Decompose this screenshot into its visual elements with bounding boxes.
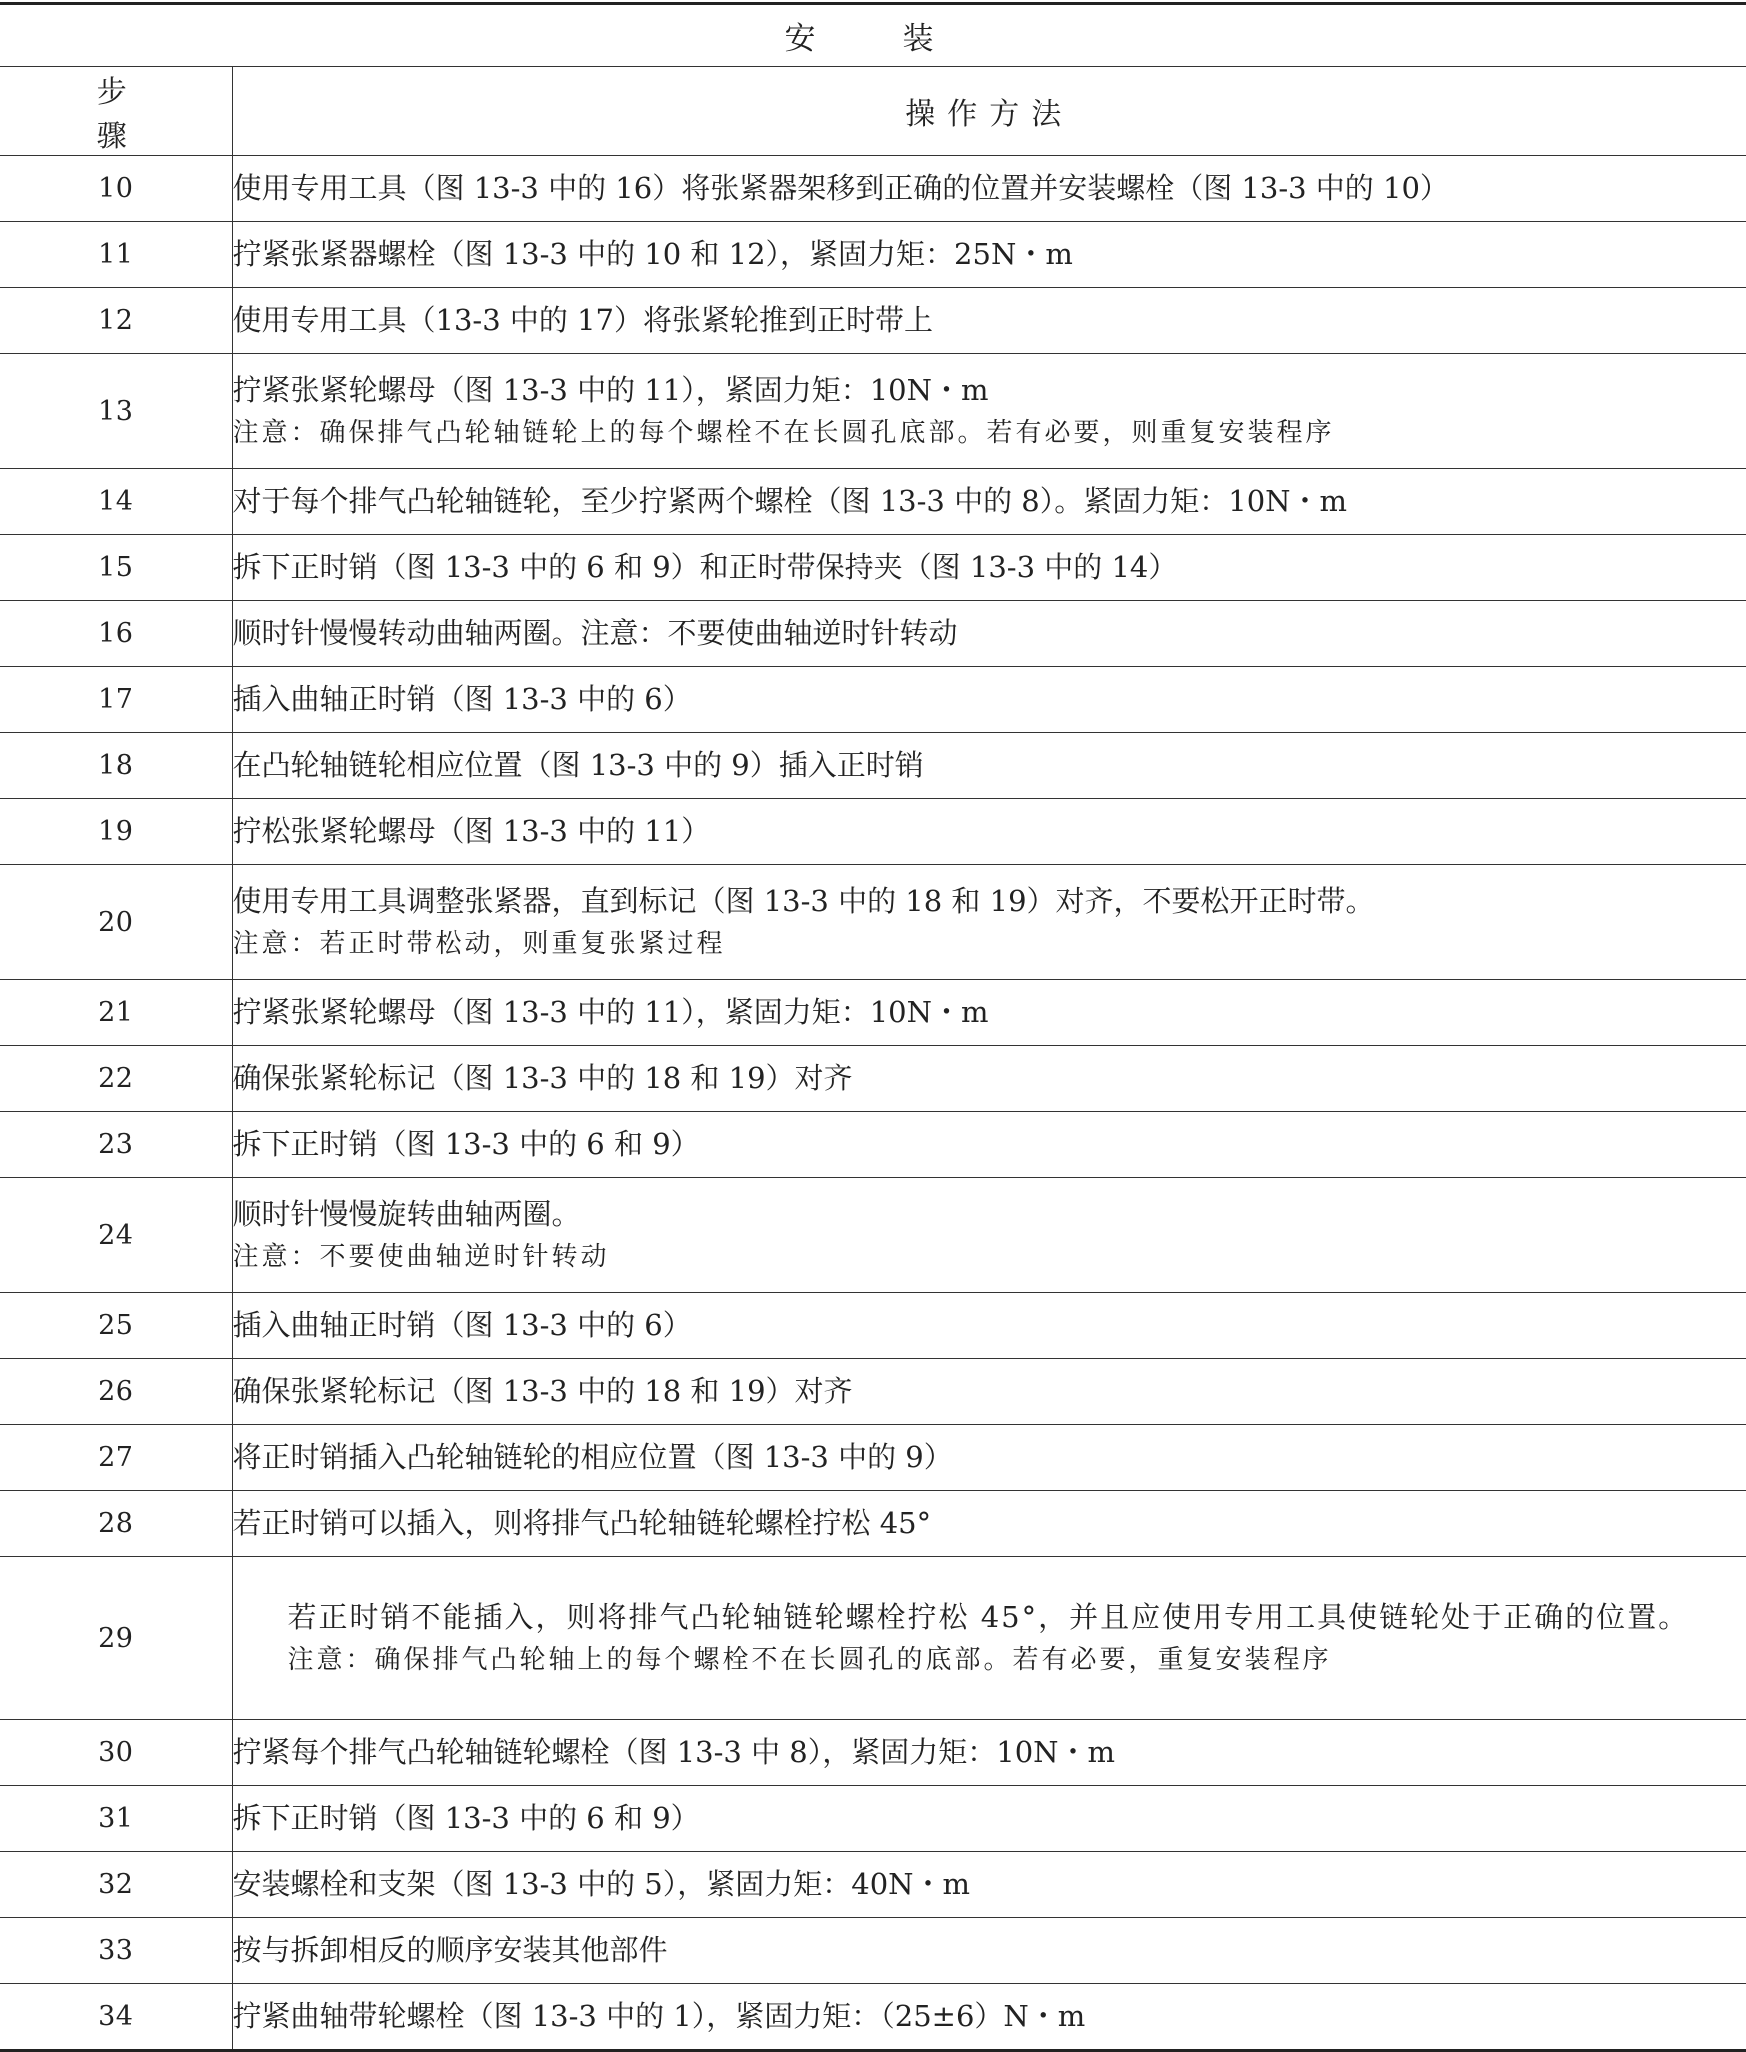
table-row (0, 799, 1746, 865)
table-row (0, 1491, 1746, 1557)
method-text: 插入曲轴正时销（图 13-3 中的 6） (233, 1304, 1746, 1348)
method-text: 安装螺栓和支架（图 13-3 中的 5），紧固力矩：40N・m (233, 1863, 1746, 1907)
method-text: 顺时针慢慢转动曲轴两圈。注意：不要使曲轴逆时针转动 (233, 612, 1746, 656)
table-row (0, 1984, 1746, 2051)
method-text: 顺时针慢慢旋转曲轴两圈。 (233, 1193, 1746, 1237)
step-method (232, 288, 1746, 354)
table-row (0, 1720, 1746, 1786)
step-method (232, 1720, 1746, 1786)
step-number: 11 (0, 222, 232, 288)
step-number: 28 (0, 1491, 232, 1557)
method-text: 确保张紧轮标记（图 13-3 中的 18 和 19）对齐 (233, 1370, 1746, 1414)
step-number: 25 (0, 1293, 232, 1359)
step-method (232, 1984, 1746, 2051)
step-method (232, 222, 1746, 288)
method-note: 注意：确保排气凸轮轴链轮上的每个螺栓不在长圆孔底部。若有必要，则重复安装程序 (233, 413, 1746, 453)
method-text: 使用专用工具（13-3 中的 17）将张紧轮推到正时带上 (233, 299, 1746, 343)
method-text: 拧紧张紧轮螺母（图 13-3 中的 11），紧固力矩：10N・m (233, 991, 1746, 1035)
method-note: 注意：若正时带松动，则重复张紧过程 (233, 924, 1746, 964)
step-number: 17 (0, 667, 232, 733)
table-title: 安 装 (0, 4, 1746, 67)
step-method (232, 667, 1746, 733)
table-row (0, 354, 1746, 469)
step-method (232, 1852, 1746, 1918)
step-number: 18 (0, 733, 232, 799)
step-number: 15 (0, 535, 232, 601)
method-text: 插入曲轴正时销（图 13-3 中的 6） (233, 678, 1746, 722)
step-method (232, 1046, 1746, 1112)
table-row (0, 980, 1746, 1046)
step-number: 10 (0, 156, 232, 222)
step-method (232, 1557, 1746, 1720)
method-text: 若正时销不能插入，则将排气凸轮轴链轮螺栓拧松 45°，并且应使用专用工具使链轮处于正确的位置。 (253, 1595, 1727, 1640)
step-number: 13 (0, 354, 232, 469)
step-method (232, 733, 1746, 799)
title-row (0, 4, 1746, 67)
step-number: 30 (0, 1720, 232, 1786)
header-method: 操作方法 (232, 67, 1746, 156)
table-row (0, 1293, 1746, 1359)
table-row (0, 667, 1746, 733)
step-number: 32 (0, 1852, 232, 1918)
table-row (0, 865, 1746, 980)
table-row (0, 535, 1746, 601)
procedure-table (0, 2, 1746, 2052)
step-number: 20 (0, 865, 232, 980)
step-number: 14 (0, 469, 232, 535)
step-method (232, 1112, 1746, 1178)
step-number: 19 (0, 799, 232, 865)
method-text: 在凸轮轴链轮相应位置（图 13-3 中的 9）插入正时销 (233, 744, 1746, 788)
method-text: 使用专用工具调整张紧器，直到标记（图 13-3 中的 18 和 19）对齐，不要松开正时带。 (233, 880, 1746, 924)
step-method (232, 799, 1746, 865)
method-text: 拧松张紧轮螺母（图 13-3 中的 11） (233, 810, 1746, 854)
step-number: 22 (0, 1046, 232, 1112)
table-row (0, 1425, 1746, 1491)
table-row (0, 1557, 1746, 1720)
method-text: 按与拆卸相反的顺序安装其他部件 (233, 1929, 1746, 1973)
step-number: 34 (0, 1984, 232, 2051)
step-method (232, 1178, 1746, 1293)
table-row (0, 1918, 1746, 1984)
step-number: 33 (0, 1918, 232, 1984)
step-method (232, 865, 1746, 980)
table-row (0, 469, 1746, 535)
table-row (0, 156, 1746, 222)
step-number: 27 (0, 1425, 232, 1491)
step-method (232, 469, 1746, 535)
method-text: 对于每个排气凸轮轴链轮，至少拧紧两个螺栓（图 13-3 中的 8）。紧固力矩：10N・m (233, 480, 1746, 524)
step-number: 24 (0, 1178, 232, 1293)
method-text: 若正时销可以插入，则将排气凸轮轴链轮螺栓拧松 45° (233, 1502, 1746, 1546)
table-row (0, 733, 1746, 799)
table-row (0, 601, 1746, 667)
step-method (232, 1491, 1746, 1557)
step-number: 12 (0, 288, 232, 354)
method-text: 拧紧张紧器螺栓（图 13-3 中的 10 和 12），紧固力矩：25N・m (233, 233, 1746, 277)
method-text: 拧紧张紧轮螺母（图 13-3 中的 11），紧固力矩：10N・m (233, 369, 1746, 413)
method-text: 拆下正时销（图 13-3 中的 6 和 9）和正时带保持夹（图 13-3 中的 14） (233, 546, 1746, 590)
method-text: 拆下正时销（图 13-3 中的 6 和 9） (233, 1123, 1746, 1167)
step-method (232, 1918, 1746, 1984)
step-method (232, 354, 1746, 469)
method-text: 确保张紧轮标记（图 13-3 中的 18 和 19）对齐 (233, 1057, 1746, 1101)
method-note: 注意：不要使曲轴逆时针转动 (233, 1237, 1746, 1277)
table-row (0, 1112, 1746, 1178)
method-text: 拆下正时销（图 13-3 中的 6 和 9） (233, 1797, 1746, 1841)
table-row (0, 1046, 1746, 1112)
table-row (0, 1178, 1746, 1293)
step-method (232, 1293, 1746, 1359)
step-method (232, 601, 1746, 667)
method-text: 拧紧每个排气凸轮轴链轮螺栓（图 13-3 中 8），紧固力矩：10N・m (233, 1731, 1746, 1775)
step-number: 21 (0, 980, 232, 1046)
table-row (0, 1852, 1746, 1918)
header-step: 步 骤 (0, 67, 232, 156)
step-method (232, 980, 1746, 1046)
header-row (0, 67, 1746, 156)
step-number: 16 (0, 601, 232, 667)
table-row (0, 222, 1746, 288)
step-method (232, 535, 1746, 601)
method-text: 拧紧曲轴带轮螺栓（图 13-3 中的 1），紧固力矩：（25±6）N・m (233, 1995, 1746, 2039)
method-text: 将正时销插入凸轮轴链轮的相应位置（图 13-3 中的 9） (233, 1436, 1746, 1480)
step-number: 23 (0, 1112, 232, 1178)
table-row (0, 288, 1746, 354)
step-number: 31 (0, 1786, 232, 1852)
step-number: 26 (0, 1359, 232, 1425)
method-note: 注意：确保排气凸轮轴上的每个螺栓不在长圆孔的底部。若有必要，重复安装程序 (253, 1640, 1727, 1680)
table-row (0, 1786, 1746, 1852)
step-method (232, 1786, 1746, 1852)
method-text: 使用专用工具（图 13-3 中的 16）将张紧器架移到正确的位置并安装螺栓（图 13-3 中的 10） (233, 167, 1746, 211)
step-method (232, 1425, 1746, 1491)
step-method (232, 1359, 1746, 1425)
table-row (0, 1359, 1746, 1425)
step-method (232, 156, 1746, 222)
step-number: 29 (0, 1557, 232, 1720)
